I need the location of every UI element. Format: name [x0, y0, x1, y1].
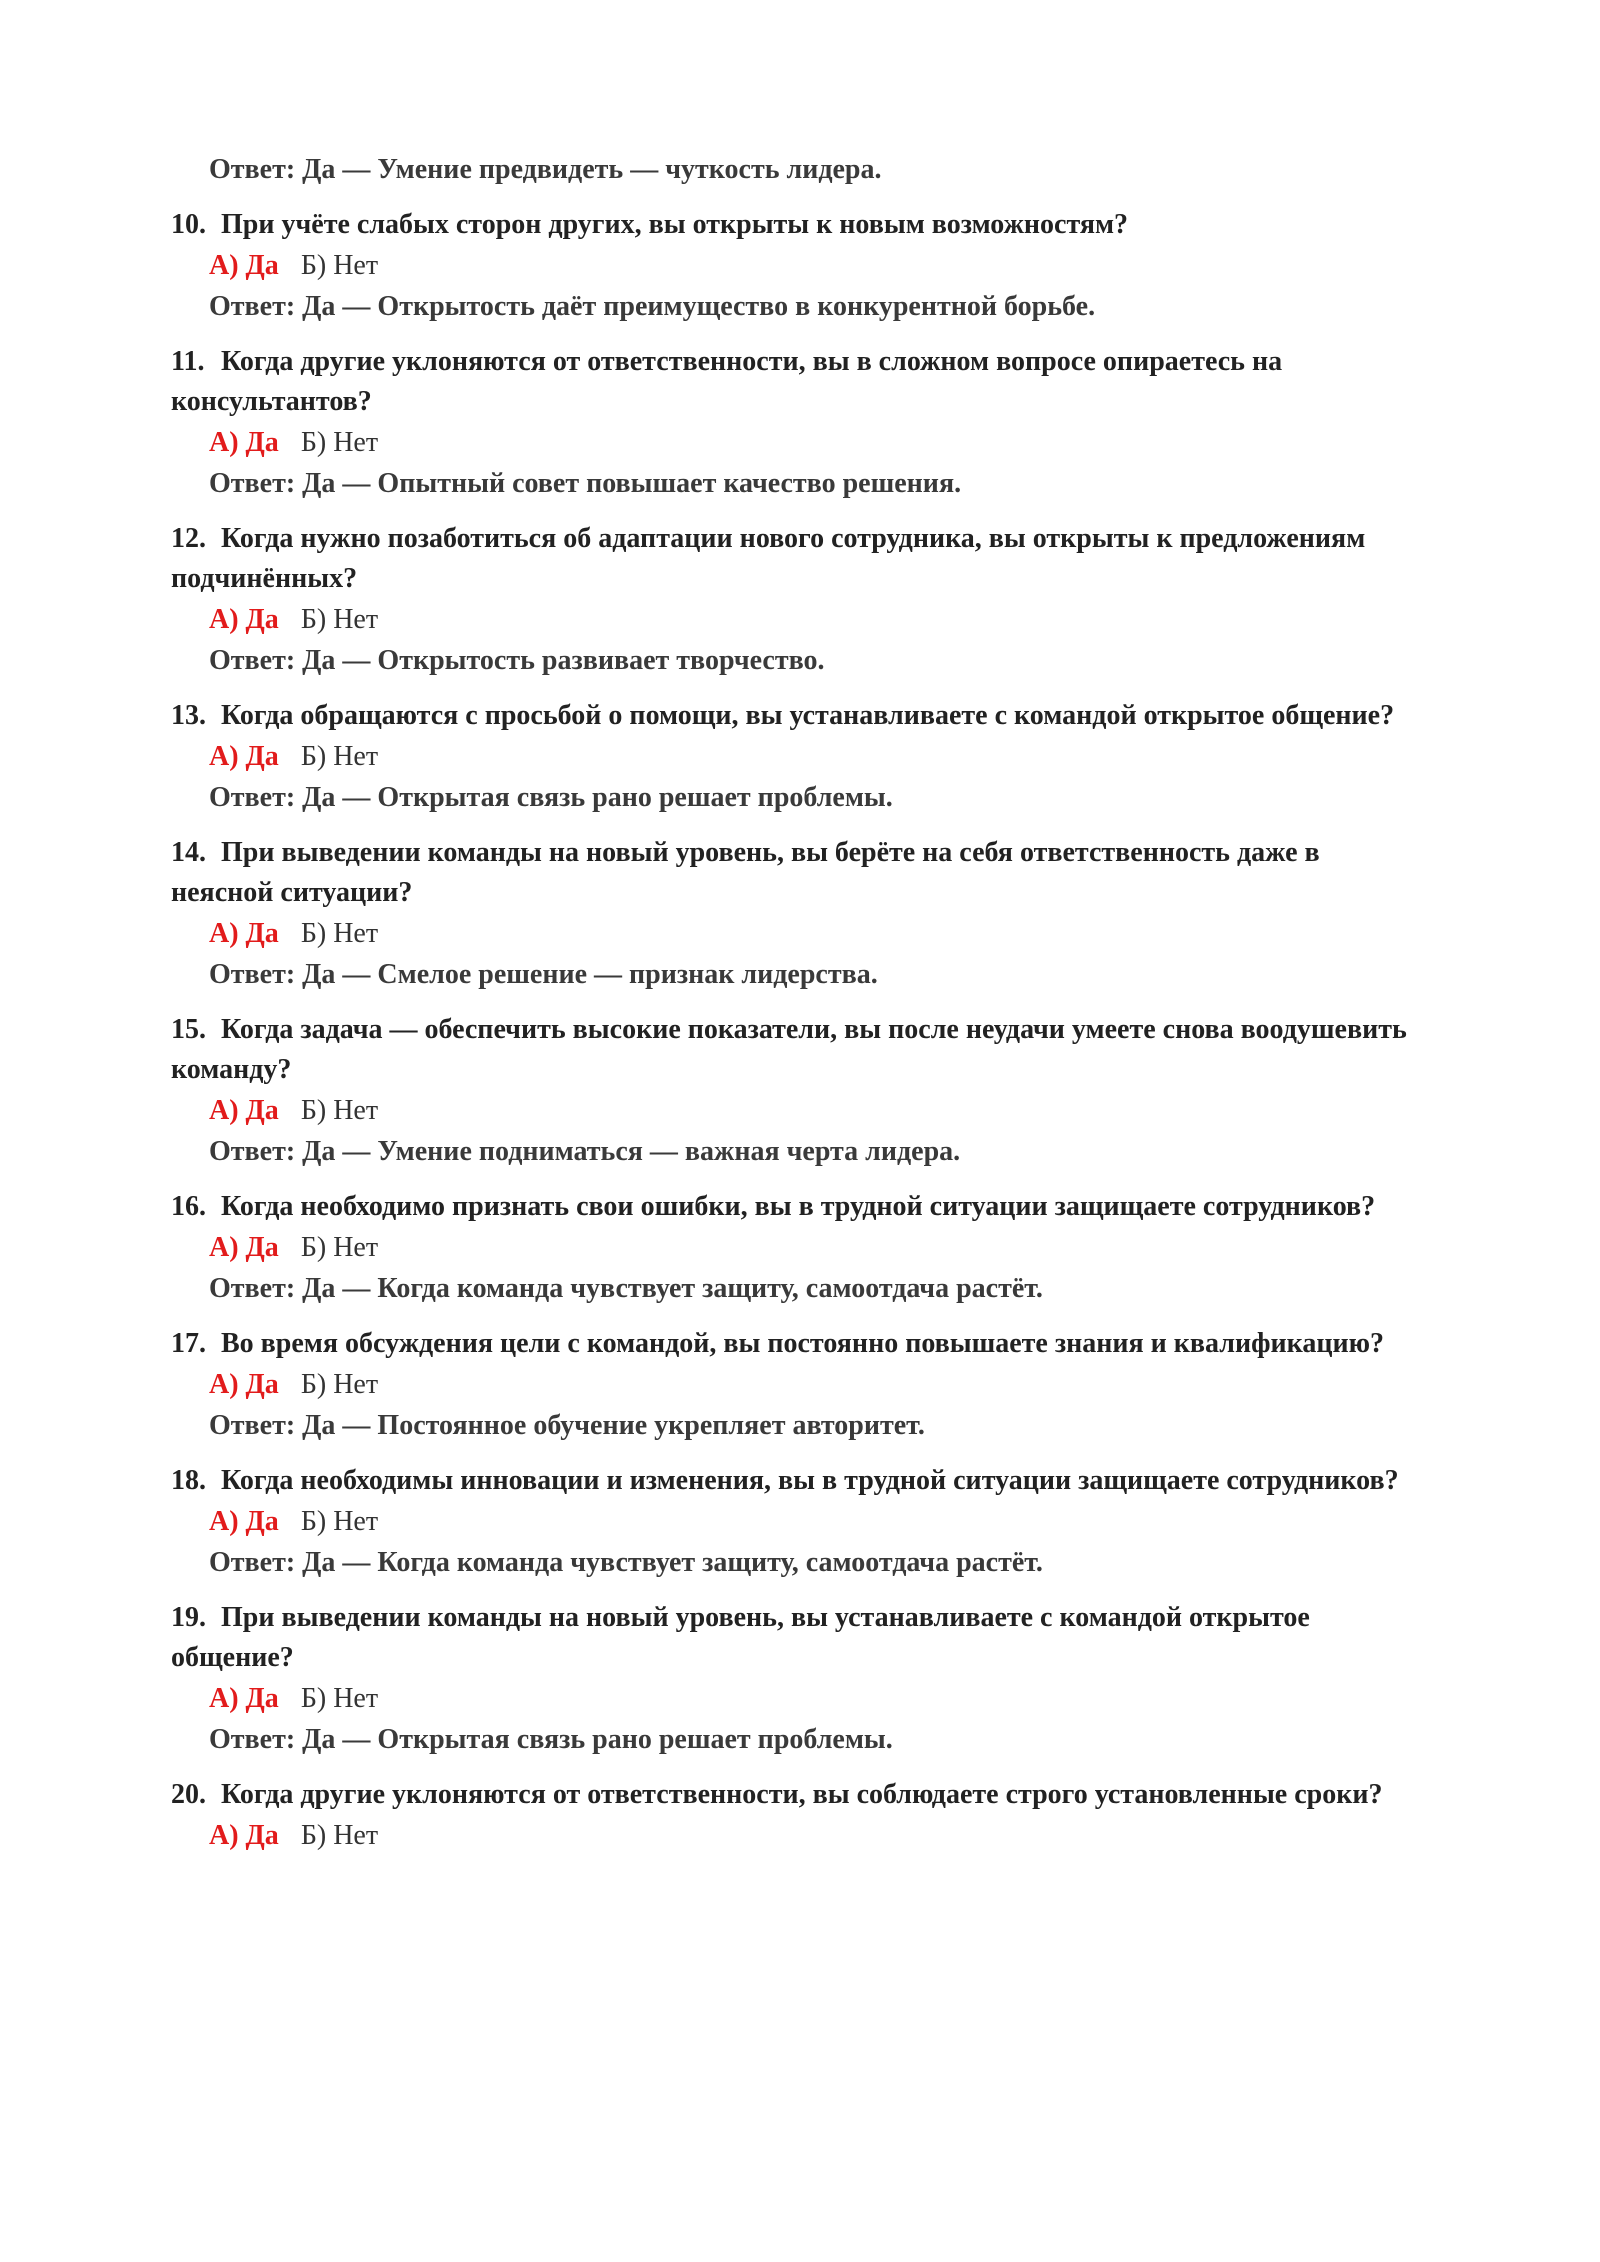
question-number: 12. — [171, 523, 206, 554]
option-a-selected[interactable]: А) Да — [209, 1683, 279, 1714]
question-text — [171, 1598, 1420, 1678]
question-text — [171, 833, 1420, 913]
option-b[interactable]: Б) Нет — [300, 250, 379, 281]
options-row — [171, 1501, 1420, 1543]
answer-text: Ответ: Да — Умение предвидеть — чуткость лидера. — [209, 154, 882, 185]
question-text — [171, 205, 1420, 245]
answer-text: Ответ: Да — Открытость даёт преимущество в конкурентной борьбе. — [209, 291, 1096, 322]
question-list — [171, 205, 1420, 1857]
option-b[interactable]: Б) Нет — [300, 1820, 379, 1851]
option-a-selected[interactable]: А) Да — [209, 604, 279, 635]
options-row — [171, 1678, 1420, 1720]
question-label: Когда другие уклоняются от ответственности, вы соблюдаете строго установленные сроки? — [221, 1779, 1383, 1810]
options-row — [171, 422, 1420, 464]
question-text — [171, 1010, 1420, 1090]
question-text — [171, 342, 1420, 422]
question-text — [171, 519, 1420, 599]
option-b[interactable]: Б) Нет — [300, 1506, 379, 1537]
question-text — [171, 1775, 1420, 1815]
option-a-selected[interactable]: А) Да — [209, 1820, 279, 1851]
answer-text: Ответ: Да — Умение подниматься — важная черта лидера. — [209, 1136, 961, 1167]
question-item — [171, 205, 1420, 327]
answer-text: Ответ: Да — Опытный совет повышает качество решения. — [209, 468, 962, 499]
question-label: При выведении команды на новый уровень, вы берёте на себя ответственность даже в неясной ситуации? — [171, 837, 1320, 908]
option-b[interactable]: Б) Нет — [300, 1683, 379, 1714]
option-a-selected[interactable]: А) Да — [209, 427, 279, 458]
question-label: Когда необходимы инновации и изменения, вы в трудной ситуации защищаете сотрудников? — [221, 1465, 1399, 1496]
question-label: Во время обсуждения цели с командой, вы постоянно повышаете знания и квалификацию? — [221, 1328, 1385, 1359]
options-row — [171, 1815, 1420, 1857]
question-item — [171, 1187, 1420, 1309]
options-row — [171, 1090, 1420, 1132]
question-label: При выведении команды на новый уровень, вы устанавливаете с командой открытое общение? — [171, 1602, 1310, 1673]
answer-text: Ответ: Да — Открытая связь рано решает проблемы. — [209, 1724, 893, 1755]
answer-text: Ответ: Да — Постоянное обучение укрепляет авторитет. — [209, 1410, 925, 1441]
question-item — [171, 1598, 1420, 1760]
answer-text: Ответ: Да — Смелое решение — признак лидерства. — [209, 959, 878, 990]
options-row — [171, 1364, 1420, 1406]
question-text — [171, 1187, 1420, 1227]
question-number: 14. — [171, 837, 206, 868]
options-row — [171, 736, 1420, 778]
answer-text: Ответ: Да — Когда команда чувствует защиту, самоотдача растёт. — [209, 1547, 1043, 1578]
question-number: 19. — [171, 1602, 206, 1633]
question-number: 13. — [171, 700, 206, 731]
question-text — [171, 1461, 1420, 1501]
answer-text: Ответ: Да — Открытость развивает творчество. — [209, 645, 825, 676]
question-item — [171, 519, 1420, 681]
question-item — [171, 1775, 1420, 1857]
question-item — [171, 696, 1420, 818]
option-a-selected[interactable]: А) Да — [209, 1232, 279, 1263]
question-label: Когда обращаются с просьбой о помощи, вы устанавливаете с командой открытое общение? — [221, 700, 1395, 731]
options-row — [171, 1227, 1420, 1269]
question-number: 10. — [171, 209, 206, 240]
option-a-selected[interactable]: А) Да — [209, 250, 279, 281]
options-row — [171, 245, 1420, 287]
option-b[interactable]: Б) Нет — [300, 427, 379, 458]
option-a-selected[interactable]: А) Да — [209, 1095, 279, 1126]
question-item — [171, 1461, 1420, 1583]
question-item — [171, 1010, 1420, 1172]
question-number: 15. — [171, 1014, 206, 1045]
option-b[interactable]: Б) Нет — [300, 1232, 379, 1263]
option-a-selected[interactable]: А) Да — [209, 741, 279, 772]
question-number: 17. — [171, 1328, 206, 1359]
question-item — [171, 833, 1420, 995]
question-label: Когда нужно позаботиться об адаптации нового сотрудника, вы открыты к предложениям подчинённых? — [171, 523, 1366, 594]
question-number: 16. — [171, 1191, 206, 1222]
question-text — [171, 696, 1420, 736]
question-item — [171, 1324, 1420, 1446]
question-number: 20. — [171, 1779, 206, 1810]
question-number: 11. — [171, 346, 205, 377]
answer-text: Ответ: Да — Когда команда чувствует защиту, самоотдача растёт. — [209, 1273, 1043, 1304]
options-row — [171, 599, 1420, 641]
option-b[interactable]: Б) Нет — [300, 1369, 379, 1400]
question-text — [171, 1324, 1420, 1364]
question-label: При учёте слабых сторон других, вы открыты к новым возможностям? — [221, 209, 1129, 240]
option-b[interactable]: Б) Нет — [300, 604, 379, 635]
question-item — [171, 342, 1420, 504]
question-number: 18. — [171, 1465, 206, 1496]
option-a-selected[interactable]: А) Да — [209, 1369, 279, 1400]
question-label: Когда необходимо признать свои ошибки, вы в трудной ситуации защищаете сотрудников? — [221, 1191, 1376, 1222]
option-b[interactable]: Б) Нет — [300, 1095, 379, 1126]
question-label: Когда другие уклоняются от ответственности, вы в сложном вопросе опираетесь на консультантов? — [171, 346, 1283, 417]
answer-text: Ответ: Да — Открытая связь рано решает проблемы. — [209, 782, 893, 813]
options-row — [171, 913, 1420, 955]
question-label: Когда задача — обеспечить высокие показатели, вы после неудачи умеете снова воодушевить команду? — [171, 1014, 1407, 1085]
option-b[interactable]: Б) Нет — [300, 741, 379, 772]
option-b[interactable]: Б) Нет — [300, 918, 379, 949]
option-a-selected[interactable]: А) Да — [209, 918, 279, 949]
option-a-selected[interactable]: А) Да — [209, 1506, 279, 1537]
